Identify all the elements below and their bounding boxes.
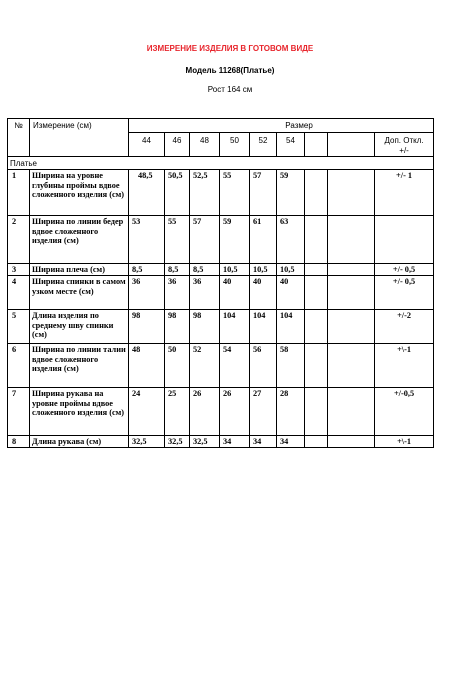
tolerance-value: +/- 0,5	[375, 276, 434, 310]
tolerance-value: +/-2	[375, 310, 434, 344]
measurement-value: 10,5	[220, 264, 250, 276]
measurement-value: 104	[220, 310, 250, 344]
model-name: Модель 11268(Платье)	[185, 66, 275, 75]
measurement-value: 55	[220, 170, 250, 216]
size-header-46: 46	[165, 133, 190, 157]
measurement-value: 26	[220, 388, 250, 436]
measurement-value	[305, 264, 328, 276]
measurement-value	[305, 310, 328, 344]
measurement-value	[328, 276, 375, 310]
document-title: ИЗМЕРЕНИЕ ИЗДЕЛИЯ В ГОТОВОМ ВИДЕ	[146, 44, 314, 53]
tolerance-value: +\-1	[375, 344, 434, 388]
measurement-value: 98	[190, 310, 220, 344]
size-header-blank-6	[305, 133, 328, 157]
measurement-value: 53	[129, 216, 165, 264]
measurement-value: 27	[250, 388, 277, 436]
table-row	[8, 436, 434, 448]
tolerance-value	[375, 216, 434, 264]
measurement-name: Ширина по линии талии вдвое сложенного изделия (см)	[30, 344, 129, 388]
measurement-value: 57	[190, 216, 220, 264]
measurement-value: 36	[129, 276, 165, 310]
measurement-value: 32,5	[165, 436, 190, 448]
measurement-value: 10,5	[250, 264, 277, 276]
measurement-value	[328, 216, 375, 264]
table-row	[8, 344, 434, 388]
table-row	[8, 216, 434, 264]
size-header-48: 48	[190, 133, 220, 157]
measurement-value: 50	[165, 344, 190, 388]
measurement-value: 52	[190, 344, 220, 388]
measurement-value: 34	[220, 436, 250, 448]
measurement-value	[305, 436, 328, 448]
size-header-52: 52	[250, 133, 277, 157]
measurement-value: 55	[165, 216, 190, 264]
measurement-value: 98	[165, 310, 190, 344]
measurement-value: 34	[250, 436, 277, 448]
measurement-name: Ширина по линии бедер вдвое сложенного изделия (см)	[30, 216, 129, 264]
section-label: Платье	[8, 157, 434, 170]
table-row	[8, 276, 434, 310]
measurement-value: 104	[250, 310, 277, 344]
measurement-value	[328, 170, 375, 216]
measurement-value: 28	[277, 388, 305, 436]
measurement-value: 61	[250, 216, 277, 264]
measurement-value: 32,5	[190, 436, 220, 448]
measurement-value: 56	[250, 344, 277, 388]
table-row	[8, 264, 434, 276]
model-height: Рост 164 см	[207, 85, 253, 94]
size-header-blank-7	[328, 133, 375, 157]
measurement-name: Ширина спинки в самом узком месте (см)	[30, 276, 129, 310]
measurement-name: Ширина рукава на уровне проймы вдвое сложенного изделия (см)	[30, 388, 129, 436]
measurement-value	[305, 170, 328, 216]
row-number: 3	[8, 264, 30, 276]
size-header-44: 44	[129, 133, 165, 157]
column-header-tolerance: Доп. Откл. +/-	[375, 133, 434, 157]
measurement-value	[305, 344, 328, 388]
measurement-value: 34	[277, 436, 305, 448]
measurement-value: 48	[129, 344, 165, 388]
row-number: 8	[8, 436, 30, 448]
row-number: 1	[8, 170, 30, 216]
measurement-value: 48,5	[129, 170, 165, 216]
measurement-value: 10,5	[277, 264, 305, 276]
measurement-value: 36	[190, 276, 220, 310]
size-header-50: 50	[220, 133, 250, 157]
measurement-name: Ширина на уровне глубины проймы вдвое сложенного изделия (см)	[30, 170, 129, 216]
measurement-value	[328, 388, 375, 436]
row-number: 5	[8, 310, 30, 344]
measurement-value: 25	[165, 388, 190, 436]
row-number: 4	[8, 276, 30, 310]
measurement-value: 32,5	[129, 436, 165, 448]
tolerance-value: +/-0,5	[375, 388, 434, 436]
column-header-number: №	[8, 119, 30, 157]
column-header-size: Размер	[129, 119, 434, 133]
measurement-name: Ширина плеча (см)	[30, 264, 129, 276]
table-row	[8, 170, 434, 216]
measurement-value: 8,5	[190, 264, 220, 276]
measurement-value	[328, 264, 375, 276]
table-row	[8, 310, 434, 344]
measurement-value: 58	[277, 344, 305, 388]
measurement-value: 8,5	[165, 264, 190, 276]
measurement-table	[7, 118, 434, 448]
measurement-name: Длина рукава (см)	[30, 436, 129, 448]
measurement-value: 26	[190, 388, 220, 436]
measurement-value: 104	[277, 310, 305, 344]
measurement-value: 50,5	[165, 170, 190, 216]
tolerance-value: +/- 0,5	[375, 264, 434, 276]
table-row	[8, 388, 434, 436]
measurement-value: 40	[250, 276, 277, 310]
row-number: 7	[8, 388, 30, 436]
measurement-value: 59	[220, 216, 250, 264]
measurement-value: 59	[277, 170, 305, 216]
measurement-value: 57	[250, 170, 277, 216]
measurement-value	[328, 436, 375, 448]
measurement-value	[305, 388, 328, 436]
measurement-value: 36	[165, 276, 190, 310]
row-number: 2	[8, 216, 30, 264]
measurement-value: 52,5	[190, 170, 220, 216]
measurement-value: 8,5	[129, 264, 165, 276]
measurement-value	[305, 216, 328, 264]
measurement-value: 40	[277, 276, 305, 310]
tolerance-value: +\-1	[375, 436, 434, 448]
tolerance-value: +/- 1	[375, 170, 434, 216]
measurement-value: 54	[220, 344, 250, 388]
measurement-value: 40	[220, 276, 250, 310]
measurement-value	[328, 310, 375, 344]
measurement-value	[328, 344, 375, 388]
row-number: 6	[8, 344, 30, 388]
measurement-value: 98	[129, 310, 165, 344]
measurement-value	[305, 276, 328, 310]
measurement-name: Длина изделия по среднему шву спинки (см)	[30, 310, 129, 344]
measurement-value: 24	[129, 388, 165, 436]
size-header-54: 54	[277, 133, 305, 157]
measurement-value: 63	[277, 216, 305, 264]
column-header-measurement: Измерение (см)	[30, 119, 129, 157]
